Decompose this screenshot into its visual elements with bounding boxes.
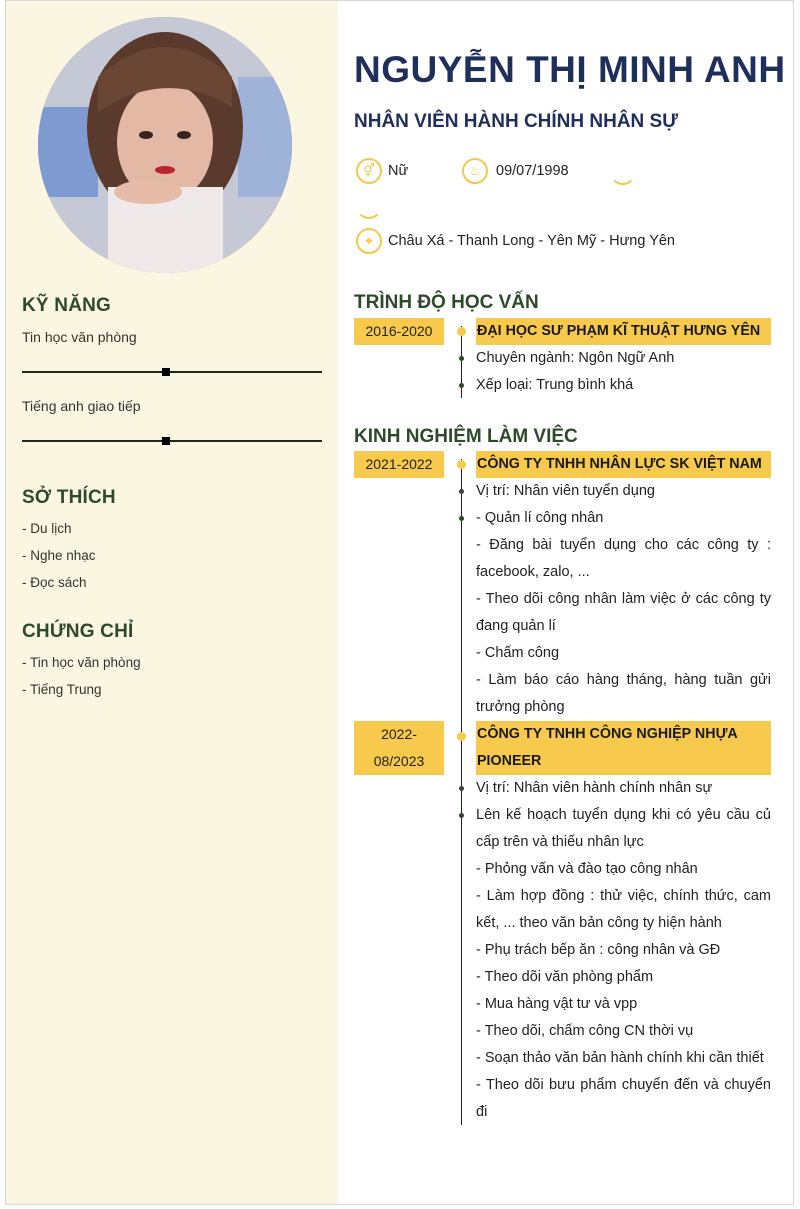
candidate-name: NGUYỄN THỊ MINH ANH bbox=[354, 49, 786, 90]
education-detail: Chuyên ngành: Ngôn Ngữ Anh bbox=[476, 350, 675, 366]
decorative-arc-icon bbox=[610, 159, 636, 185]
timeline-bullet bbox=[459, 813, 464, 818]
skill-label: Tiếng anh giao tiếp bbox=[22, 398, 141, 414]
job-detail: - Phỏng vấn và đào tạo công nhân bbox=[476, 861, 698, 877]
skill-level-bar bbox=[22, 371, 322, 373]
job-detail: Vị trí: Nhân viên hành chính nhân sự bbox=[476, 780, 713, 796]
job-company: CÔNG TY TNHH NHÂN LỰC SK VIỆT NAM bbox=[476, 451, 771, 478]
job-years-start: 2022- bbox=[381, 726, 417, 742]
avatar-photo bbox=[38, 17, 292, 273]
skill-level-knob bbox=[162, 437, 170, 445]
job-detail: - Theo dõi, chấm công CN thời vụ bbox=[476, 1023, 694, 1039]
hobby-item: - Du lịch bbox=[22, 521, 72, 536]
hobbies-heading: SỞ THÍCH bbox=[22, 487, 116, 508]
hobby-item: - Đọc sách bbox=[22, 575, 87, 590]
timeline-bullet bbox=[459, 356, 464, 361]
job-detail: - Mua hàng vật tư và vpp bbox=[476, 996, 638, 1012]
timeline-dot bbox=[457, 460, 466, 469]
education-heading: TRÌNH ĐỘ HỌC VẤN bbox=[354, 292, 539, 313]
birthday-cake-icon: ♨ bbox=[462, 158, 488, 184]
skill-level-knob bbox=[162, 368, 170, 376]
job-years: 2021-2022 bbox=[354, 451, 444, 478]
cert-item: - Tiếng Trung bbox=[22, 682, 102, 697]
education-school: ĐẠI HỌC SƯ PHẠM KĨ THUẬT HƯNG YÊN bbox=[476, 318, 771, 345]
timeline-bullet bbox=[459, 489, 464, 494]
skill-level-bar bbox=[22, 440, 322, 442]
job-years-end: 08/2023 bbox=[373, 753, 425, 769]
timeline-dot bbox=[457, 327, 466, 336]
timeline-bullet bbox=[459, 786, 464, 791]
address-value: Châu Xá - Thanh Long - Yên Mỹ - Hưng Yên bbox=[388, 233, 675, 249]
timeline-bullet bbox=[459, 516, 464, 521]
birthday-value: 09/07/1998 bbox=[496, 163, 569, 179]
job-detail: - Làm báo cáo hàng tháng, hàng tuần gửi trưởng phòng bbox=[476, 672, 771, 715]
job-detail: Lên kế hoạch tuyển dụng khi có yêu cầu củ cấp trên và thiếu nhân lực bbox=[476, 807, 771, 850]
cert-item: - Tin học văn phòng bbox=[22, 655, 141, 670]
experience-heading: KINH NGHIỆM LÀM VIỆC bbox=[354, 426, 578, 447]
timeline-dot bbox=[457, 732, 466, 741]
experience-timeline-line bbox=[461, 459, 462, 1125]
job-detail: - Làm hợp đồng : thử việc, chính thức, cam kết, ... theo văn bản công ty hiện hành bbox=[476, 888, 771, 931]
job-detail: - Đăng bài tuyển dụng cho các công ty : facebook, zalo, ... bbox=[476, 537, 771, 580]
job-detail: - Soạn thảo văn bản hành chính khi cần thiết bbox=[476, 1050, 764, 1066]
skills-heading: KỸ NĂNG bbox=[22, 295, 112, 316]
avatar bbox=[38, 17, 292, 273]
education-years: 2016-2020 bbox=[354, 318, 444, 345]
sidebar bbox=[6, 1, 338, 1205]
decorative-arc-icon bbox=[356, 193, 382, 219]
job-detail: - Phụ trách bếp ăn : công nhân và GĐ bbox=[476, 942, 721, 958]
cv-page bbox=[5, 0, 794, 1205]
education-detail: Xếp loại: Trung bình khá bbox=[476, 377, 634, 393]
hobby-item: - Nghe nhạc bbox=[22, 548, 96, 563]
job-detail: - Theo dõi văn phòng phẩm bbox=[476, 969, 654, 985]
job-detail: - Theo dõi công nhân làm việc ở các công ty đang quản lí bbox=[476, 591, 771, 634]
job-company: CÔNG TY TNHH CÔNG NGHIỆP NHỰA PIONEER bbox=[476, 721, 771, 775]
job-detail: Vị trí: Nhân viên tuyển dụng bbox=[476, 483, 655, 499]
job-detail: - Quản lí công nhân bbox=[476, 510, 604, 526]
job-title: NHÂN VIÊN HÀNH CHÍNH NHÂN SỰ bbox=[354, 111, 678, 132]
gender-icon: ⚥ bbox=[356, 158, 382, 184]
gender-value: Nữ bbox=[388, 163, 409, 179]
location-icon: ⌖ bbox=[356, 228, 382, 254]
job-detail: - Chấm công bbox=[476, 645, 560, 661]
skill-label: Tin học văn phòng bbox=[22, 329, 137, 345]
job-years bbox=[354, 721, 444, 775]
job-detail: - Theo dõi bưu phẩm chuyển đến và chuyển đi bbox=[476, 1077, 771, 1120]
timeline-bullet bbox=[459, 383, 464, 388]
certs-heading: CHỨNG CHỈ bbox=[22, 621, 134, 642]
